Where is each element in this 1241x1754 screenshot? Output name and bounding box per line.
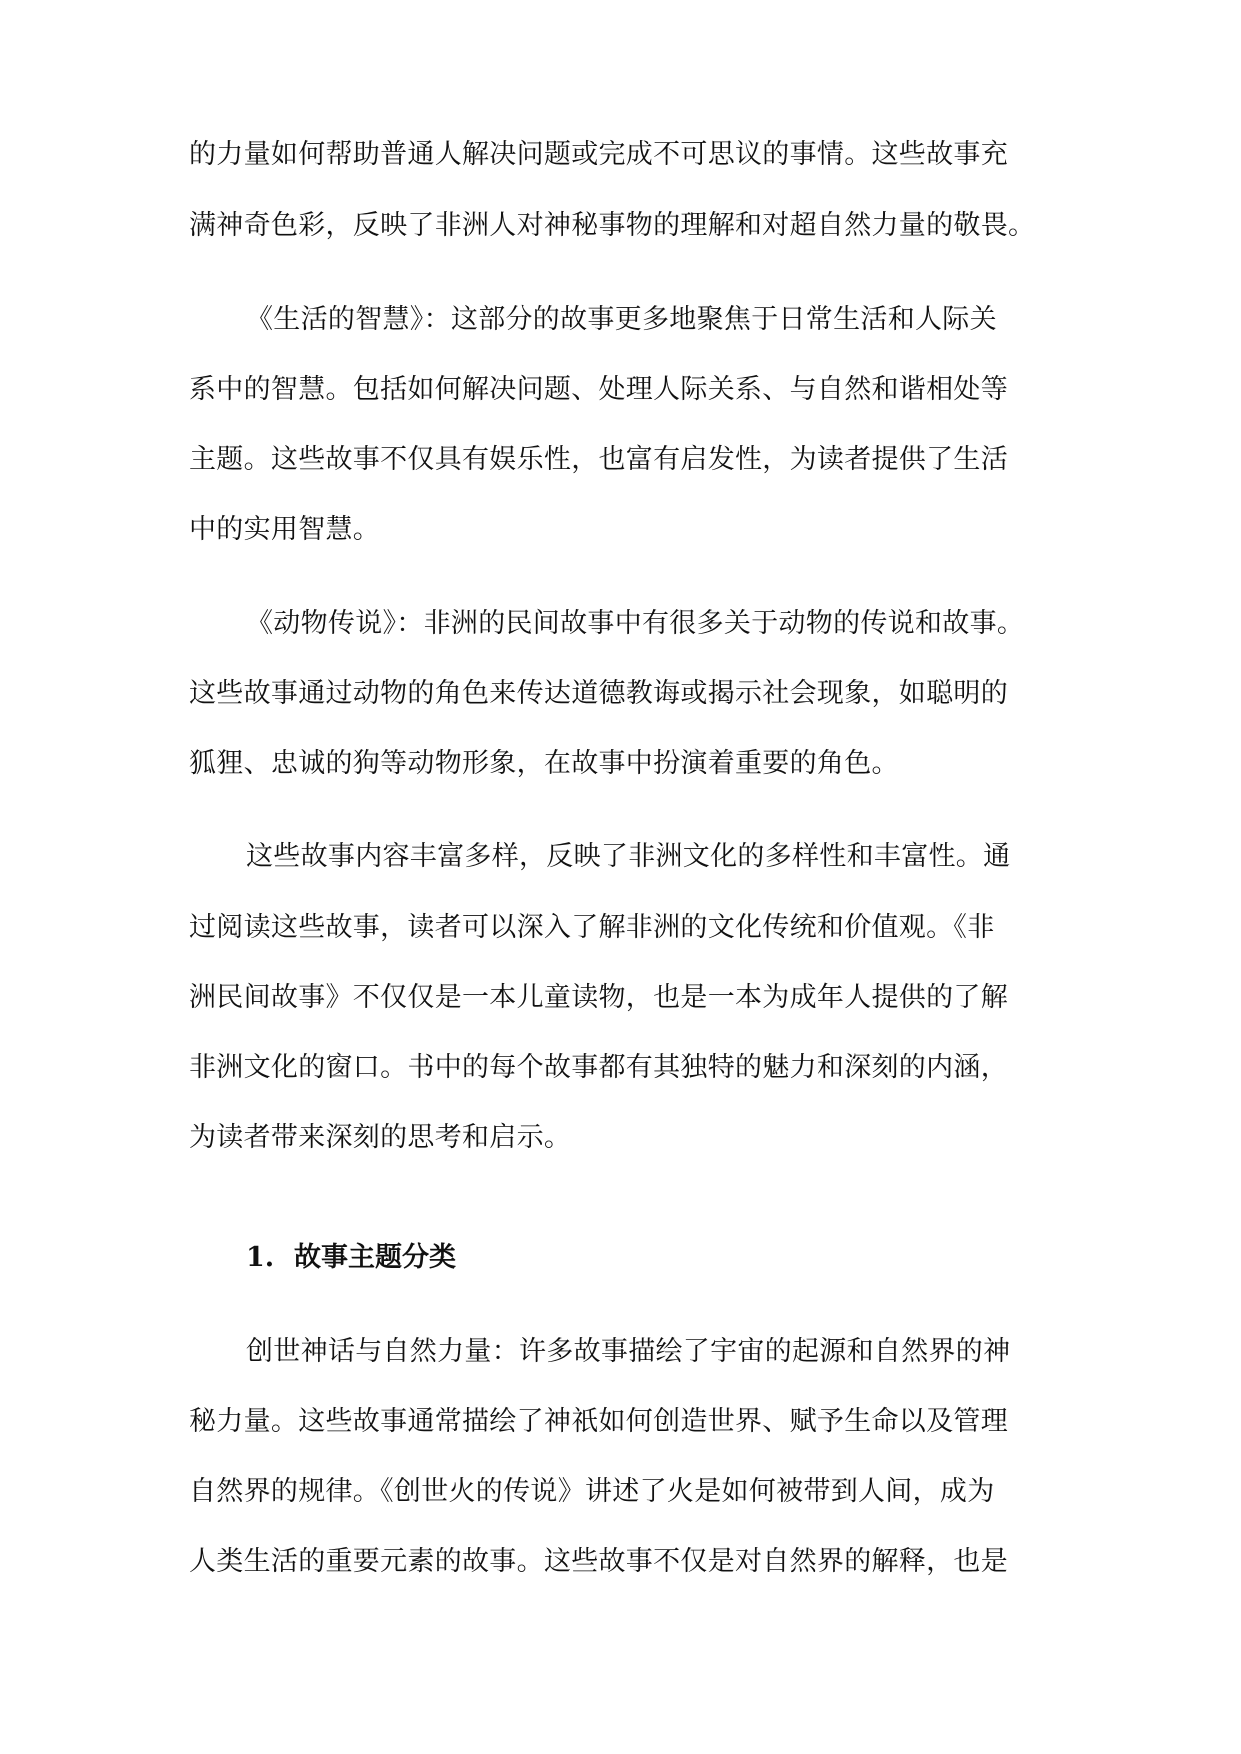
text-line: 《生活的智慧》：这部分的故事更多地聚焦于日常生活和人际关 xyxy=(246,304,997,335)
text-line: 主题。这些故事不仅具有娱乐性，也富有启发性，为读者提供了生活 xyxy=(189,444,1008,475)
text-line: 《动物传说》：非洲的民间故事中有很多关于动物的传说和故事。 xyxy=(246,608,1025,639)
text-line: 满神奇色彩，反映了非洲人对神秘事物的理解和对超自然力量的敬畏。 xyxy=(189,210,1036,241)
section-number: 1. xyxy=(246,1242,275,1273)
text-line: 洲民间故事》不仅仅是一本儿童读物，也是一本为成年人提供的了解 xyxy=(189,982,1008,1013)
text-line: 人类生活的重要元素的故事。这些故事不仅是对自然界的解释，也是 xyxy=(189,1546,1008,1577)
text-line: 创世神话与自然力量：许多故事描绘了宇宙的起源和自然界的神 xyxy=(246,1336,1011,1367)
text-line: 自然界的规律。《创世火的传说》讲述了火是如何被带到人间，成为 xyxy=(189,1476,995,1507)
text-line: 为读者带来深刻的思考和启示。 xyxy=(189,1122,572,1153)
text-line: 中的实用智慧。 xyxy=(189,514,381,545)
text-line: 过阅读这些故事，读者可以深入了解非洲的文化传统和价值观。《非 xyxy=(189,912,995,943)
text-line: 系中的智慧。包括如何解决问题、处理人际关系、与自然和谐相处等 xyxy=(189,374,1008,405)
section-heading xyxy=(246,1240,646,1276)
text-line: 的力量如何帮助普通人解决问题或完成不可思议的事情。这些故事充 xyxy=(189,139,1008,170)
text-line: 非洲文化的窗口。书中的每个故事都有其独特的魅力和深刻的内涵， xyxy=(189,1052,1008,1083)
text-line: 秘力量。这些故事通常描绘了神祇如何创造世界、赋予生命以及管理 xyxy=(189,1406,1008,1437)
text-line: 狐狸、忠诚的狗等动物形象，在故事中扮演着重要的角色。 xyxy=(189,748,899,779)
section-title: 故事主题分类 xyxy=(294,1242,456,1273)
text-line: 这些故事通过动物的角色来传达道德教诲或揭示社会现象，如聪明的 xyxy=(189,678,1008,709)
text-line: 这些故事内容丰富多样，反映了非洲文化的多样性和丰富性。通 xyxy=(246,841,1011,872)
